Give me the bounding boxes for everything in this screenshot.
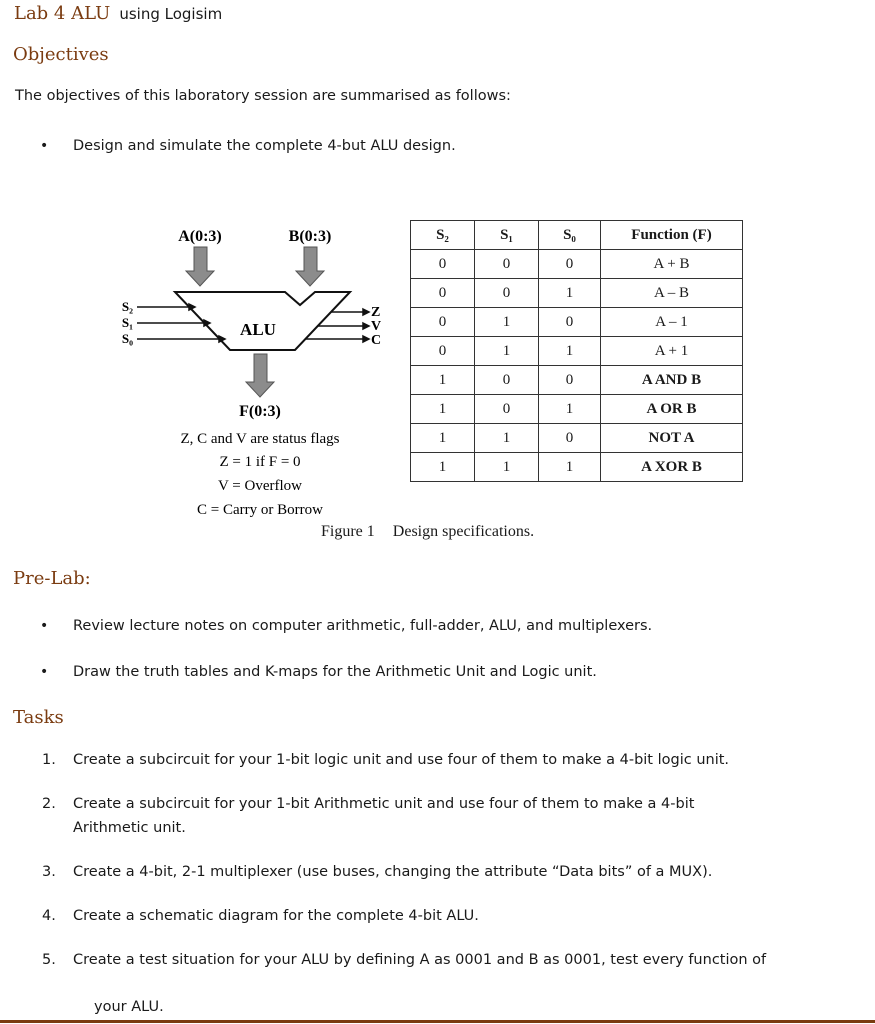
task-item: Create a subcircuit for your 1-bit logic unit and use four of them to make a 4-bit logic unit. <box>73 752 730 768</box>
prelab-heading: Pre-Lab: <box>13 568 91 589</box>
cell-s2: 1 <box>411 395 475 424</box>
output-arrow-icon <box>246 354 274 397</box>
table-row <box>411 279 743 308</box>
cell-s0: 1 <box>539 279 601 308</box>
objectives-heading: Objectives <box>13 44 109 65</box>
footer-divider <box>0 1020 875 1023</box>
cell-s0: 0 <box>539 366 601 395</box>
select-s2-label: S₂ <box>121 299 133 314</box>
prelab-item: Review lecture notes on computer arithmetic, full-adder, ALU, and multiplexers. <box>73 618 653 634</box>
cell-s1: 0 <box>475 366 539 395</box>
objectives-intro: The objectives of this laboratory session are summarised as follows: <box>15 88 511 104</box>
note-z: Z = 1 if F = 0 <box>219 454 301 470</box>
input-b-label: B(0:3) <box>288 228 332 245</box>
cell-function: A – B <box>601 279 743 308</box>
table-row <box>411 308 743 337</box>
cell-s1: 1 <box>475 308 539 337</box>
cell-s0: 1 <box>539 395 601 424</box>
cell-s0: 1 <box>539 453 601 482</box>
cell-function: A OR B <box>601 395 743 424</box>
header-s0: S₀ <box>539 221 601 250</box>
cell-s1: 1 <box>475 453 539 482</box>
task-item: Create a 4-bit, 2-1 multiplexer (use buses, changing the attribute “Data bits” of a MUX). <box>73 864 713 880</box>
cell-function: A – 1 <box>601 308 743 337</box>
input-b-arrow-icon <box>296 247 324 286</box>
title-subtitle: using Logisim <box>119 5 223 23</box>
bullet-icon: • <box>40 618 49 634</box>
task-number: 4. <box>42 908 56 924</box>
objective-item: Design and simulate the complete 4-but ALU design. <box>73 138 456 154</box>
cell-function: A XOR B <box>601 453 743 482</box>
header-s2: S₂ <box>411 221 475 250</box>
cell-s1: 0 <box>475 250 539 279</box>
spec-table-header <box>411 221 743 250</box>
table-row <box>411 250 743 279</box>
cell-s0: 1 <box>539 337 601 366</box>
task-item: Create a schematic diagram for the complete 4-bit ALU. <box>73 908 479 924</box>
figure-caption-text: Design specifications. <box>392 523 535 540</box>
task-item-continuation: Arithmetic unit. <box>73 820 186 836</box>
cell-s2: 0 <box>411 279 475 308</box>
note-status-flags: Z, C and V are status flags <box>180 431 340 447</box>
cell-function: A AND B <box>601 366 743 395</box>
page-title <box>14 3 222 24</box>
task-item-continuation: your ALU. <box>94 999 164 1015</box>
figure-caption-number: Figure 1 <box>321 523 375 540</box>
prelab-item: Draw the truth tables and K-maps for the Arithmetic Unit and Logic unit. <box>73 664 597 680</box>
table-row <box>411 337 743 366</box>
cell-s2: 0 <box>411 308 475 337</box>
cell-function: A + B <box>601 250 743 279</box>
bullet-icon: • <box>40 138 49 154</box>
task-number: 2. <box>42 796 56 812</box>
note-c: C = Carry or Borrow <box>197 502 323 518</box>
table-row <box>411 424 743 453</box>
task-number: 3. <box>42 864 56 880</box>
cell-s2: 1 <box>411 424 475 453</box>
select-s1-label: S₁ <box>121 315 133 330</box>
task-item: Create a test situation for your ALU by defining A as 0001 and B as 0001, test every function of <box>73 952 767 968</box>
cell-s0: 0 <box>539 308 601 337</box>
note-v: V = Overflow <box>217 478 303 494</box>
cell-s1: 1 <box>475 424 539 453</box>
tasks-heading: Tasks <box>13 707 64 728</box>
header-s1: S₁ <box>475 221 539 250</box>
select-s0-label: S₀ <box>121 331 133 346</box>
alu-label: ALU <box>240 320 276 339</box>
table-row <box>411 366 743 395</box>
cell-s0: 0 <box>539 250 601 279</box>
table-row <box>411 395 743 424</box>
cell-s1: 0 <box>475 395 539 424</box>
flag-c-label: C <box>371 333 382 348</box>
cell-s1: 1 <box>475 337 539 366</box>
cell-s2: 0 <box>411 250 475 279</box>
output-label: F(0:3) <box>239 403 281 420</box>
cell-function: NOT A <box>601 424 743 453</box>
header-function: Function (F) <box>601 221 743 250</box>
input-a-arrow-icon <box>186 247 214 286</box>
cell-s2: 0 <box>411 337 475 366</box>
input-a-label: A(0:3) <box>178 228 222 245</box>
cell-s1: 0 <box>475 279 539 308</box>
cell-s0: 0 <box>539 424 601 453</box>
task-number: 5. <box>42 952 56 968</box>
cell-function: A + 1 <box>601 337 743 366</box>
cell-s2: 1 <box>411 366 475 395</box>
bullet-icon: • <box>40 664 49 680</box>
spec-table <box>410 220 743 482</box>
title-main: Lab 4 ALU <box>14 3 111 24</box>
flag-v-label: V <box>371 319 382 334</box>
alu-figure <box>115 220 405 520</box>
cell-s2: 1 <box>411 453 475 482</box>
task-number: 1. <box>42 752 56 768</box>
table-row <box>411 453 743 482</box>
flag-z-label: Z <box>371 305 381 320</box>
task-item: Create a subcircuit for your 1-bit Arithmetic unit and use four of them to make a 4-bit <box>73 796 695 812</box>
figure-caption <box>321 523 534 541</box>
